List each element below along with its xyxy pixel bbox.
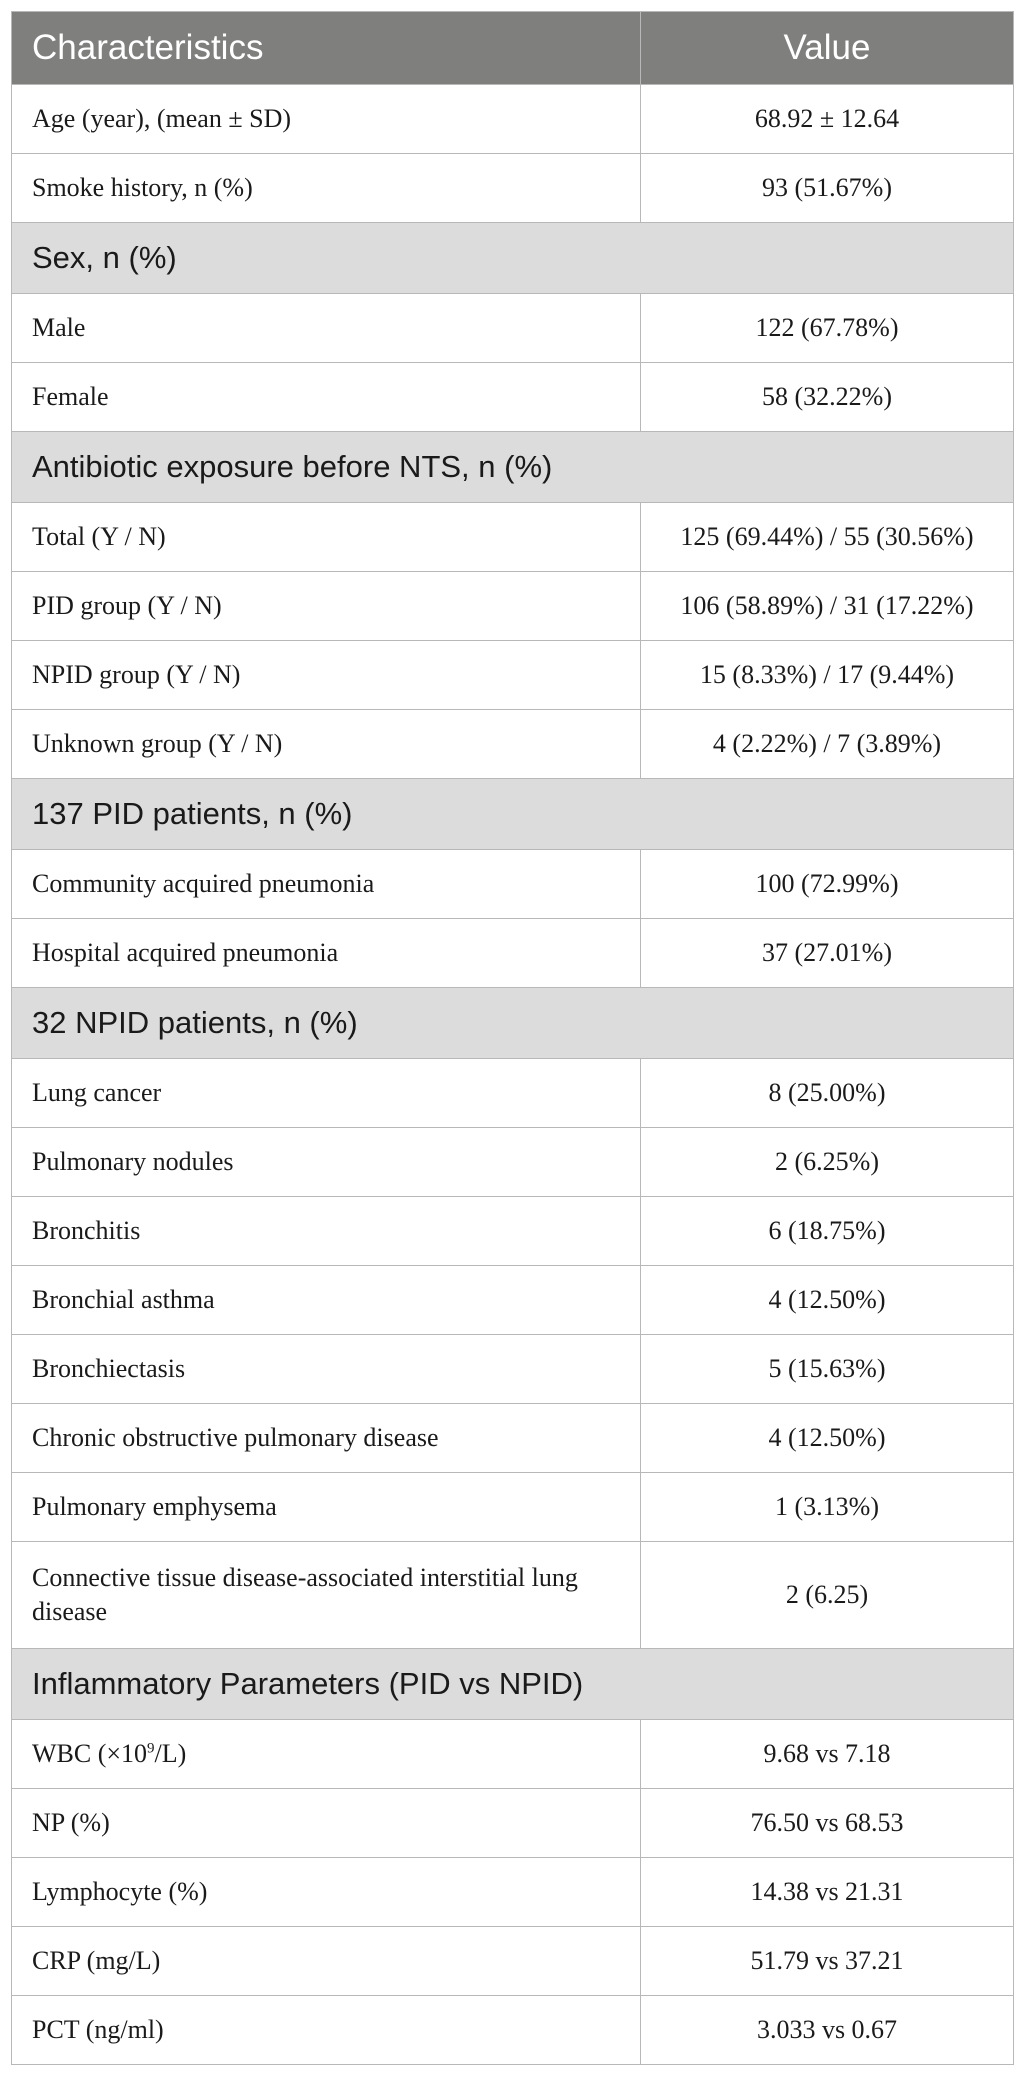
row-label: Age (year), (mean ± SD): [12, 85, 641, 154]
row-value: 106 (58.89%) / 31 (17.22%): [641, 572, 1014, 641]
row-label: Community acquired pneumonia: [12, 850, 641, 919]
row-label: Pulmonary nodules: [12, 1128, 641, 1197]
section-row: [12, 1649, 1014, 1720]
row-value: 93 (51.67%): [641, 154, 1014, 223]
row-label: Lung cancer: [12, 1059, 641, 1128]
row-value: 100 (72.99%): [641, 850, 1014, 919]
section-label: Inflammatory Parameters (PID vs NPID): [12, 1649, 1014, 1720]
section-row: [12, 779, 1014, 850]
row-value: 1 (3.13%): [641, 1473, 1014, 1542]
table-row: [12, 1858, 1014, 1927]
row-value: 9.68 vs 7.18: [641, 1720, 1014, 1789]
row-label: Bronchial asthma: [12, 1266, 641, 1335]
row-value: 2 (6.25): [641, 1542, 1014, 1649]
row-label: Male: [12, 294, 641, 363]
section-label: 32 NPID patients, n (%): [12, 988, 1014, 1059]
row-value: 15 (8.33%) / 17 (9.44%): [641, 641, 1014, 710]
table-row: [12, 1473, 1014, 1542]
row-value: 6 (18.75%): [641, 1197, 1014, 1266]
table-row: [12, 1789, 1014, 1858]
row-label: Pulmonary emphysema: [12, 1473, 641, 1542]
row-label: NP (%): [12, 1789, 641, 1858]
table-body: [12, 85, 1014, 2065]
row-value: 5 (15.63%): [641, 1335, 1014, 1404]
table-row: [12, 1059, 1014, 1128]
row-label: Connective tissue disease-associated interstitial lung disease: [12, 1542, 641, 1649]
section-row: [12, 988, 1014, 1059]
table-row: [12, 294, 1014, 363]
row-value: 2 (6.25%): [641, 1128, 1014, 1197]
row-value: 68.92 ± 12.64: [641, 85, 1014, 154]
table-row: [12, 919, 1014, 988]
header-characteristics: Characteristics: [12, 12, 641, 85]
row-value: 3.033 vs 0.67: [641, 1996, 1014, 2065]
row-value: 122 (67.78%): [641, 294, 1014, 363]
row-label: NPID group (Y / N): [12, 641, 641, 710]
row-label: Smoke history, n (%): [12, 154, 641, 223]
row-value: 76.50 vs 68.53: [641, 1789, 1014, 1858]
row-value: 8 (25.00%): [641, 1059, 1014, 1128]
row-value: 125 (69.44%) / 55 (30.56%): [641, 503, 1014, 572]
table-row: [12, 154, 1014, 223]
row-label: Bronchiectasis: [12, 1335, 641, 1404]
row-label: Female: [12, 363, 641, 432]
row-label-unit: /L): [154, 1739, 187, 1768]
table-row: [12, 1542, 1014, 1649]
section-label: Antibiotic exposure before NTS, n (%): [12, 432, 1014, 503]
row-value: 4 (2.22%) / 7 (3.89%): [641, 710, 1014, 779]
table-row: [12, 1335, 1014, 1404]
row-label: CRP (mg/L): [12, 1927, 641, 1996]
row-label: PCT (ng/ml): [12, 1996, 641, 2065]
section-label: 137 PID patients, n (%): [12, 779, 1014, 850]
table-row: [12, 1266, 1014, 1335]
table-row: [12, 641, 1014, 710]
table-row: [12, 1128, 1014, 1197]
table-row: [12, 1197, 1014, 1266]
table-row: [12, 572, 1014, 641]
row-value: 51.79 vs 37.21: [641, 1927, 1014, 1996]
section-row: [12, 223, 1014, 294]
table-row: [12, 503, 1014, 572]
row-label: PID group (Y / N): [12, 572, 641, 641]
table-row: [12, 1996, 1014, 2065]
row-label: Chronic obstructive pulmonary disease: [12, 1404, 641, 1473]
row-label-exponent: 9: [147, 1740, 155, 1757]
row-label: Hospital acquired pneumonia: [12, 919, 641, 988]
table-row: [12, 85, 1014, 154]
row-value: 4 (12.50%): [641, 1266, 1014, 1335]
table-row: [12, 363, 1014, 432]
row-value: 37 (27.01%): [641, 919, 1014, 988]
table-row: [12, 1927, 1014, 1996]
section-row: [12, 432, 1014, 503]
row-label: [12, 1720, 641, 1789]
table-row: [12, 710, 1014, 779]
row-label-text: WBC (×10: [32, 1739, 148, 1768]
row-value: 58 (32.22%): [641, 363, 1014, 432]
table-row: [12, 1720, 1014, 1789]
row-label: Lymphocyte (%): [12, 1858, 641, 1927]
row-label: Total (Y / N): [12, 503, 641, 572]
table-row: [12, 1404, 1014, 1473]
row-value: 4 (12.50%): [641, 1404, 1014, 1473]
row-value: 14.38 vs 21.31: [641, 1858, 1014, 1927]
row-label: Unknown group (Y / N): [12, 710, 641, 779]
characteristics-table: [11, 11, 1014, 2065]
row-label: Bronchitis: [12, 1197, 641, 1266]
table-row: [12, 850, 1014, 919]
table-header-row: [12, 12, 1014, 85]
section-label: Sex, n (%): [12, 223, 1014, 294]
header-value: Value: [641, 12, 1014, 85]
